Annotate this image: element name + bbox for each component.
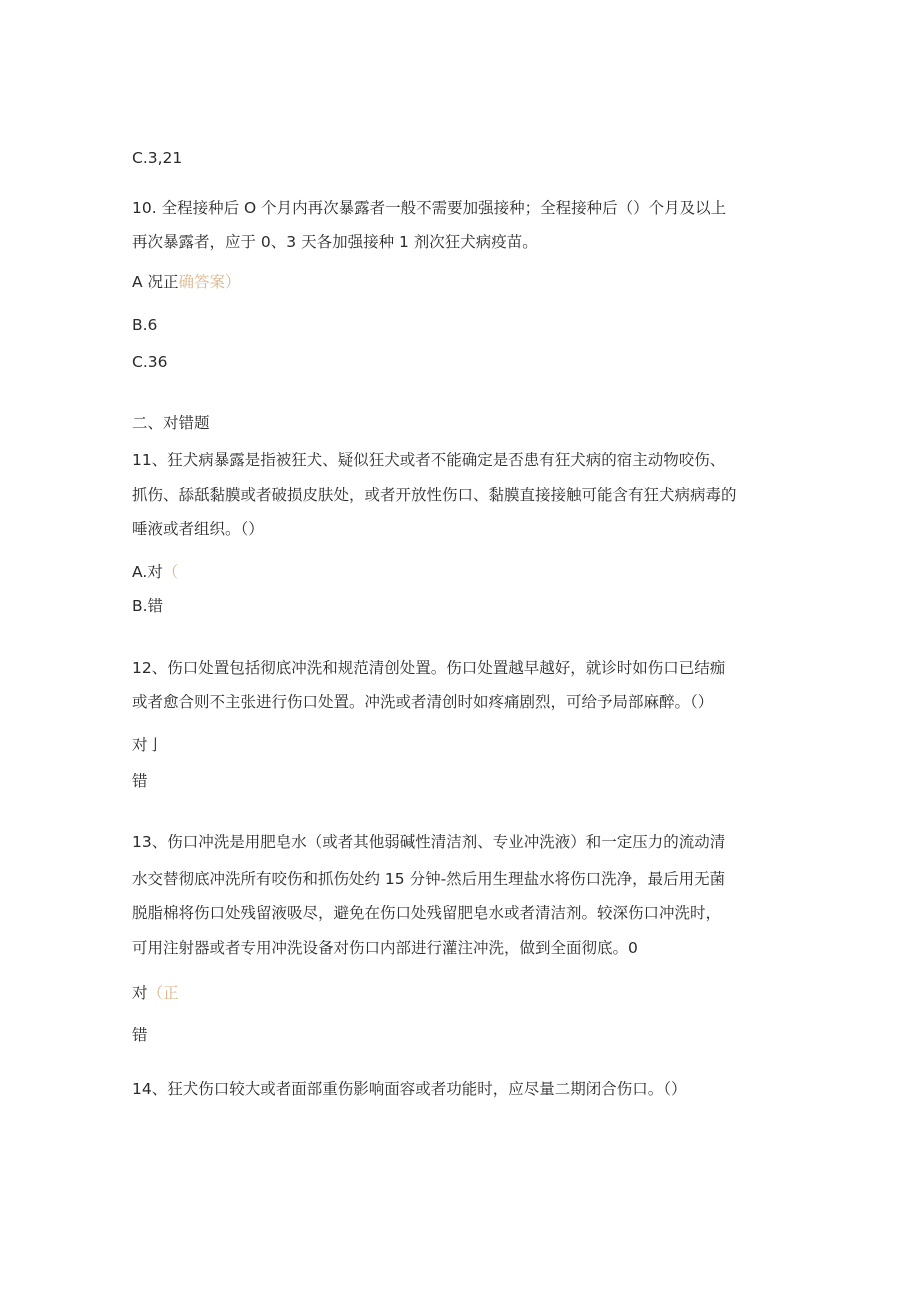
- q13-text-line-2: 水交替彻底冲洗所有咬伤和抓伤处约 15 分钟-然后用生理盐水将伤口洗净，最后用无菌: [132, 870, 726, 888]
- q13-text-line-3: 脱脂棉将伤口处残留液吸尽，避免在伤口处残留肥皂水或者清洁剂。较深伤口冲洗时，: [132, 904, 722, 922]
- q10-text-line-1: 10. 全程接种后 O 个月内再次暴露者一般不需要加强接种；全程接种后（）个月及以上: [132, 199, 727, 217]
- q12-text-line-2: 或者愈合则不主张进行伤口处置。冲洗或者清创时如疼痛剧烈，可给予局部麻醉。（）: [132, 693, 714, 711]
- q11-text-line-2: 抓伤、舔舐黏膜或者破损皮肤处，或者开放性伤口、黏膜直接接触可能含有狂犬病病毒的: [132, 486, 737, 504]
- q10-option-c: C.36: [132, 353, 168, 371]
- q12-text-line-1: 12、伤口处置包括彻底冲洗和规范清创处置。伤口处置越早越好，就诊时如伤口已结痂: [132, 659, 726, 677]
- q10-option-a-label: A 况正: [132, 273, 179, 291]
- section-title: 二、对错题: [132, 414, 210, 432]
- q9-option-c: C.3,21: [132, 149, 183, 167]
- q12-option-true: 对亅: [132, 736, 164, 754]
- q11-answer-mark: （: [162, 563, 179, 581]
- q11-option-b: B.错: [132, 597, 164, 615]
- q13-text-line-1: 13、伤口冲洗是用肥皂水（或者其他弱碱性清洁剂、专业冲洗液）和一定压力的流动清: [132, 833, 726, 851]
- q14-text-line-1: 14、狂犬伤口较大或者面部重伤影响面容或者功能时，应尽量二期闭合伤口。（）: [132, 1080, 687, 1098]
- q11-option-a-label: A.对: [132, 563, 163, 581]
- q11-option-a: [132, 562, 178, 582]
- q10-answer-mark: 确答案）: [178, 273, 241, 291]
- q12-option-false: 错: [132, 772, 148, 790]
- q11-text-line-1: 11、狂犬病暴露是指被狂犬、疑似狂犬或者不能确定是否患有狂犬病的宿主动物咬伤、: [132, 451, 726, 469]
- q13-text-line-4: 可用注射器或者专用冲洗设备对伤口内部进行灌注冲洗，做到全面彻底。0: [132, 939, 638, 957]
- q10-text-line-2: 再次暴露者，应于 0、3 天各加强接种 1 剂次狂犬病疫苗。: [132, 233, 538, 251]
- q11-text-line-3: 唾液或者组织。（）: [132, 520, 264, 538]
- q13-option-true-label: 对: [132, 984, 148, 1002]
- q10-option-b: B.6: [132, 316, 158, 334]
- q13-option-true: [132, 983, 179, 1003]
- q10-option-a: [132, 272, 241, 292]
- q13-option-false: 错: [132, 1026, 148, 1044]
- q13-answer-mark: （正: [147, 984, 179, 1002]
